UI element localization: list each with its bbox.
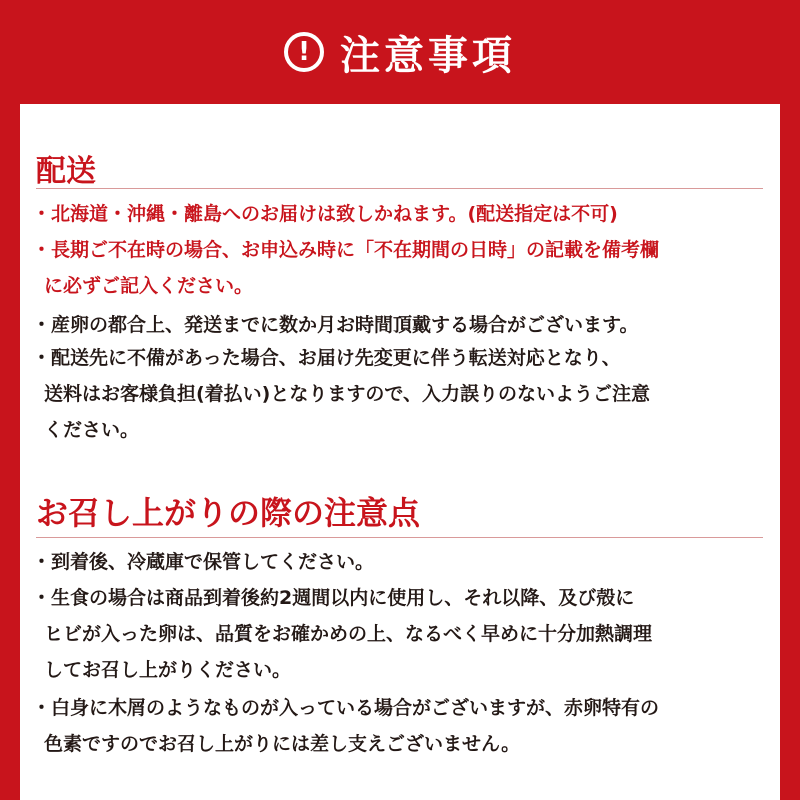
section-title-delivery: 配送 [36,154,96,189]
list-item: ・長期ご不在時の場合、お申込み時に「不在期間の日時」の記載を備考欄 に必ずご記入ください。 [32,239,660,297]
list-item: ・生食の場合は商品到着後約2週間以内に使用し、それ以降、及び殻に ヒビが入った卵は、品質をお確かめの上、なるべく早めに十分加熱調理 してお召し上がりください。 [32,587,653,681]
page-title: 注意事項 [340,32,516,79]
exclamation-circle-icon: ! [284,32,324,72]
section-title-precautions: お召し上がりの際の注意点 [36,494,421,532]
section-divider [36,537,763,538]
notice-panel [20,104,780,800]
list-item: ・北海道・沖縄・離島へのお届けは致しかねます。(配送指定は不可) [32,203,618,225]
section-divider [36,188,763,189]
notice-header [0,0,800,104]
list-item: ・到着後、冷蔵庫で保管してください。 [32,551,375,573]
list-item: ・白身に木屑のようなものが入っている場合がございますが、赤卵特有の 色素ですのでお召し上がりには差し支えございません。 [32,697,660,755]
list-item: ・配送先に不備があった場合、お届け先変更に伴う転送対応となり、 送料はお客様負担(着払い)となりますので、入力誤りのないようご注意 ください。 [32,347,650,441]
list-item: ・産卵の都合上、発送までに数か月お時間頂戴する場合がございます。 [32,314,639,336]
